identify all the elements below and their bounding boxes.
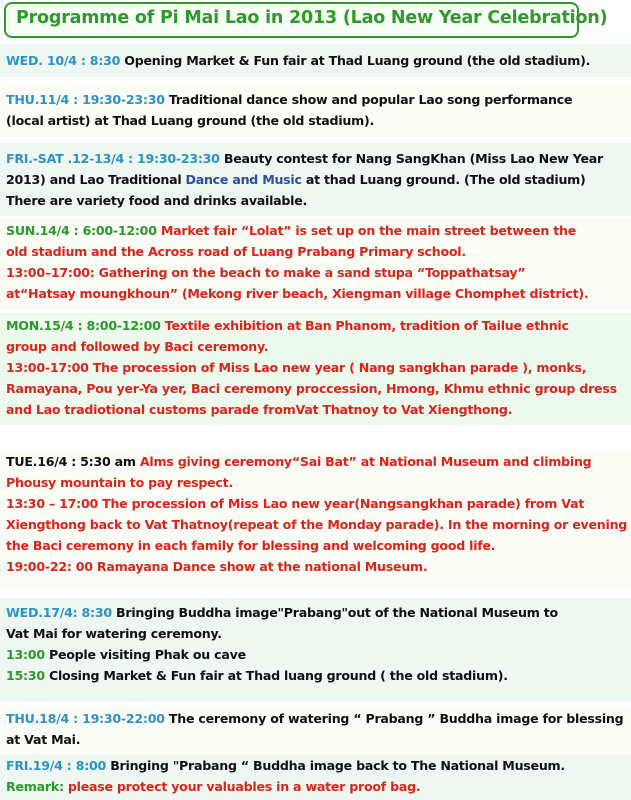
- event-text: Opening Market & Fun fair at Thad Luang ground (the old stadium).: [124, 53, 591, 68]
- event-tue-16: [0, 451, 631, 589]
- event-text: Alms giving ceremony“Sai Bat” at National Museum and climbing: [139, 454, 592, 469]
- event-text: Bringing "Prabang “ Buddha image back to The National Museum.: [110, 758, 565, 773]
- event-date: TUE.16/4 : 5:30 am: [6, 454, 136, 469]
- event-text: at“Hatsay moungkhoun” (Mekong river beach, Xiengman village Chomphet district).: [6, 286, 589, 301]
- event-text: People visiting Phak ou cave: [44, 647, 246, 662]
- event-text: There are variety food and drinks available.: [6, 193, 308, 208]
- event-text: Textile exhibition at Ban Phanom, tradition of Tailue ethnic: [164, 318, 569, 333]
- event-fri-19: [0, 755, 631, 800]
- event-text: Ramayana, Pou yer-Ya yer, Baci ceremony proccession, Hmong, Khmu ethnic group dress: [6, 381, 617, 396]
- event-highlight: Dance and Music: [185, 172, 302, 187]
- event-text: 2013) and Lao Traditional: [6, 172, 186, 187]
- event-text: at Vat Mai.: [6, 732, 81, 747]
- event-text: Traditional dance show and popular Lao song performance: [168, 92, 573, 107]
- event-text: 13:00–17:00: Gathering on the beach to make a sand stupa “Toppathatsay”: [6, 265, 526, 280]
- event-date: THU.18/4 : 19:30-22:00: [6, 711, 165, 726]
- remark-text: please protect your valuables in a water proof bag.: [67, 779, 421, 794]
- event-text: group and followed by Baci ceremony.: [6, 339, 269, 354]
- event-text: Xiengthong back to Vat Thatnoy(repeat of the Monday parade). In the morning or evening: [6, 517, 628, 532]
- event-date: MON.15/4 : 8:00-12:00: [6, 318, 161, 333]
- event-text: the Baci ceremony in each family for blessing and welcoming good life.: [6, 538, 496, 553]
- event-wed-10: [0, 44, 631, 77]
- event-text: 13:30 – 17:00 The procession of Miss Lao new year(Nangsangkhan parade) from Vat: [6, 496, 585, 511]
- event-time: 15:30: [6, 668, 45, 683]
- title-banner: [4, 2, 608, 38]
- event-text: old stadium and the Across road of Luang Prabang Primary school.: [6, 244, 466, 259]
- event-text: 19:00-22: 00 Ramayana Dance show at the national Museum.: [6, 559, 428, 574]
- event-text: The ceremony of watering “ Prabang ” Buddha image for blessing: [168, 711, 624, 726]
- page-title: Programme of Pi Mai Lao in 2013 (Lao New Year Celebration): [16, 8, 608, 28]
- event-thu-18: [0, 705, 631, 755]
- event-time: 13:00: [6, 647, 45, 662]
- event-text: Vat Mai for watering ceremony.: [6, 626, 222, 641]
- event-text: and Lao tradiotional customs parade fromVat Thatnoy to Vat Xiengthong.: [6, 402, 513, 417]
- event-text: Phousy mountain to pay respect.: [6, 475, 233, 490]
- event-wed-17: [0, 598, 631, 702]
- remark: [6, 776, 625, 797]
- event-text: Closing Market & Fun fair at Thad luang ground ( the old stadium).: [44, 668, 508, 683]
- event-text: Beauty contest for Nang SangKhan (Miss Lao New Year: [223, 151, 603, 166]
- event-date: THU.11/4 : 19:30-23:30: [6, 92, 165, 107]
- event-text: Bringing Buddha image"Prabang"out of the National Museum to: [116, 605, 558, 620]
- event-text: 13:00-17:00 The procession of Miss Lao new year ( Nang sangkhan parade ), monks,: [6, 360, 587, 375]
- event-fri-sat-12-13: [0, 143, 631, 216]
- event-date: FRI.-SAT .12-13/4 : 19:30-23:30: [6, 151, 220, 166]
- event-date: WED.17/4: 8:30: [6, 605, 112, 620]
- event-date: WED. 10/4 : 8:30: [6, 53, 121, 68]
- event-mon-15: [0, 313, 631, 425]
- event-thu-11: [0, 85, 631, 137]
- event-sun-14: [0, 218, 631, 310]
- event-text: Market fair “Lolat” is set up on the main street between the: [160, 223, 576, 238]
- remark-label: Remark:: [6, 779, 64, 794]
- event-text: (local artist) at Thad Luang ground (the old stadium).: [6, 113, 375, 128]
- event-text: at thad Luang ground. (The old stadium): [301, 172, 586, 187]
- event-date: SUN.14/4 : 6:00-12:00: [6, 223, 157, 238]
- event-date: FRI.19/4 : 8:00: [6, 758, 107, 773]
